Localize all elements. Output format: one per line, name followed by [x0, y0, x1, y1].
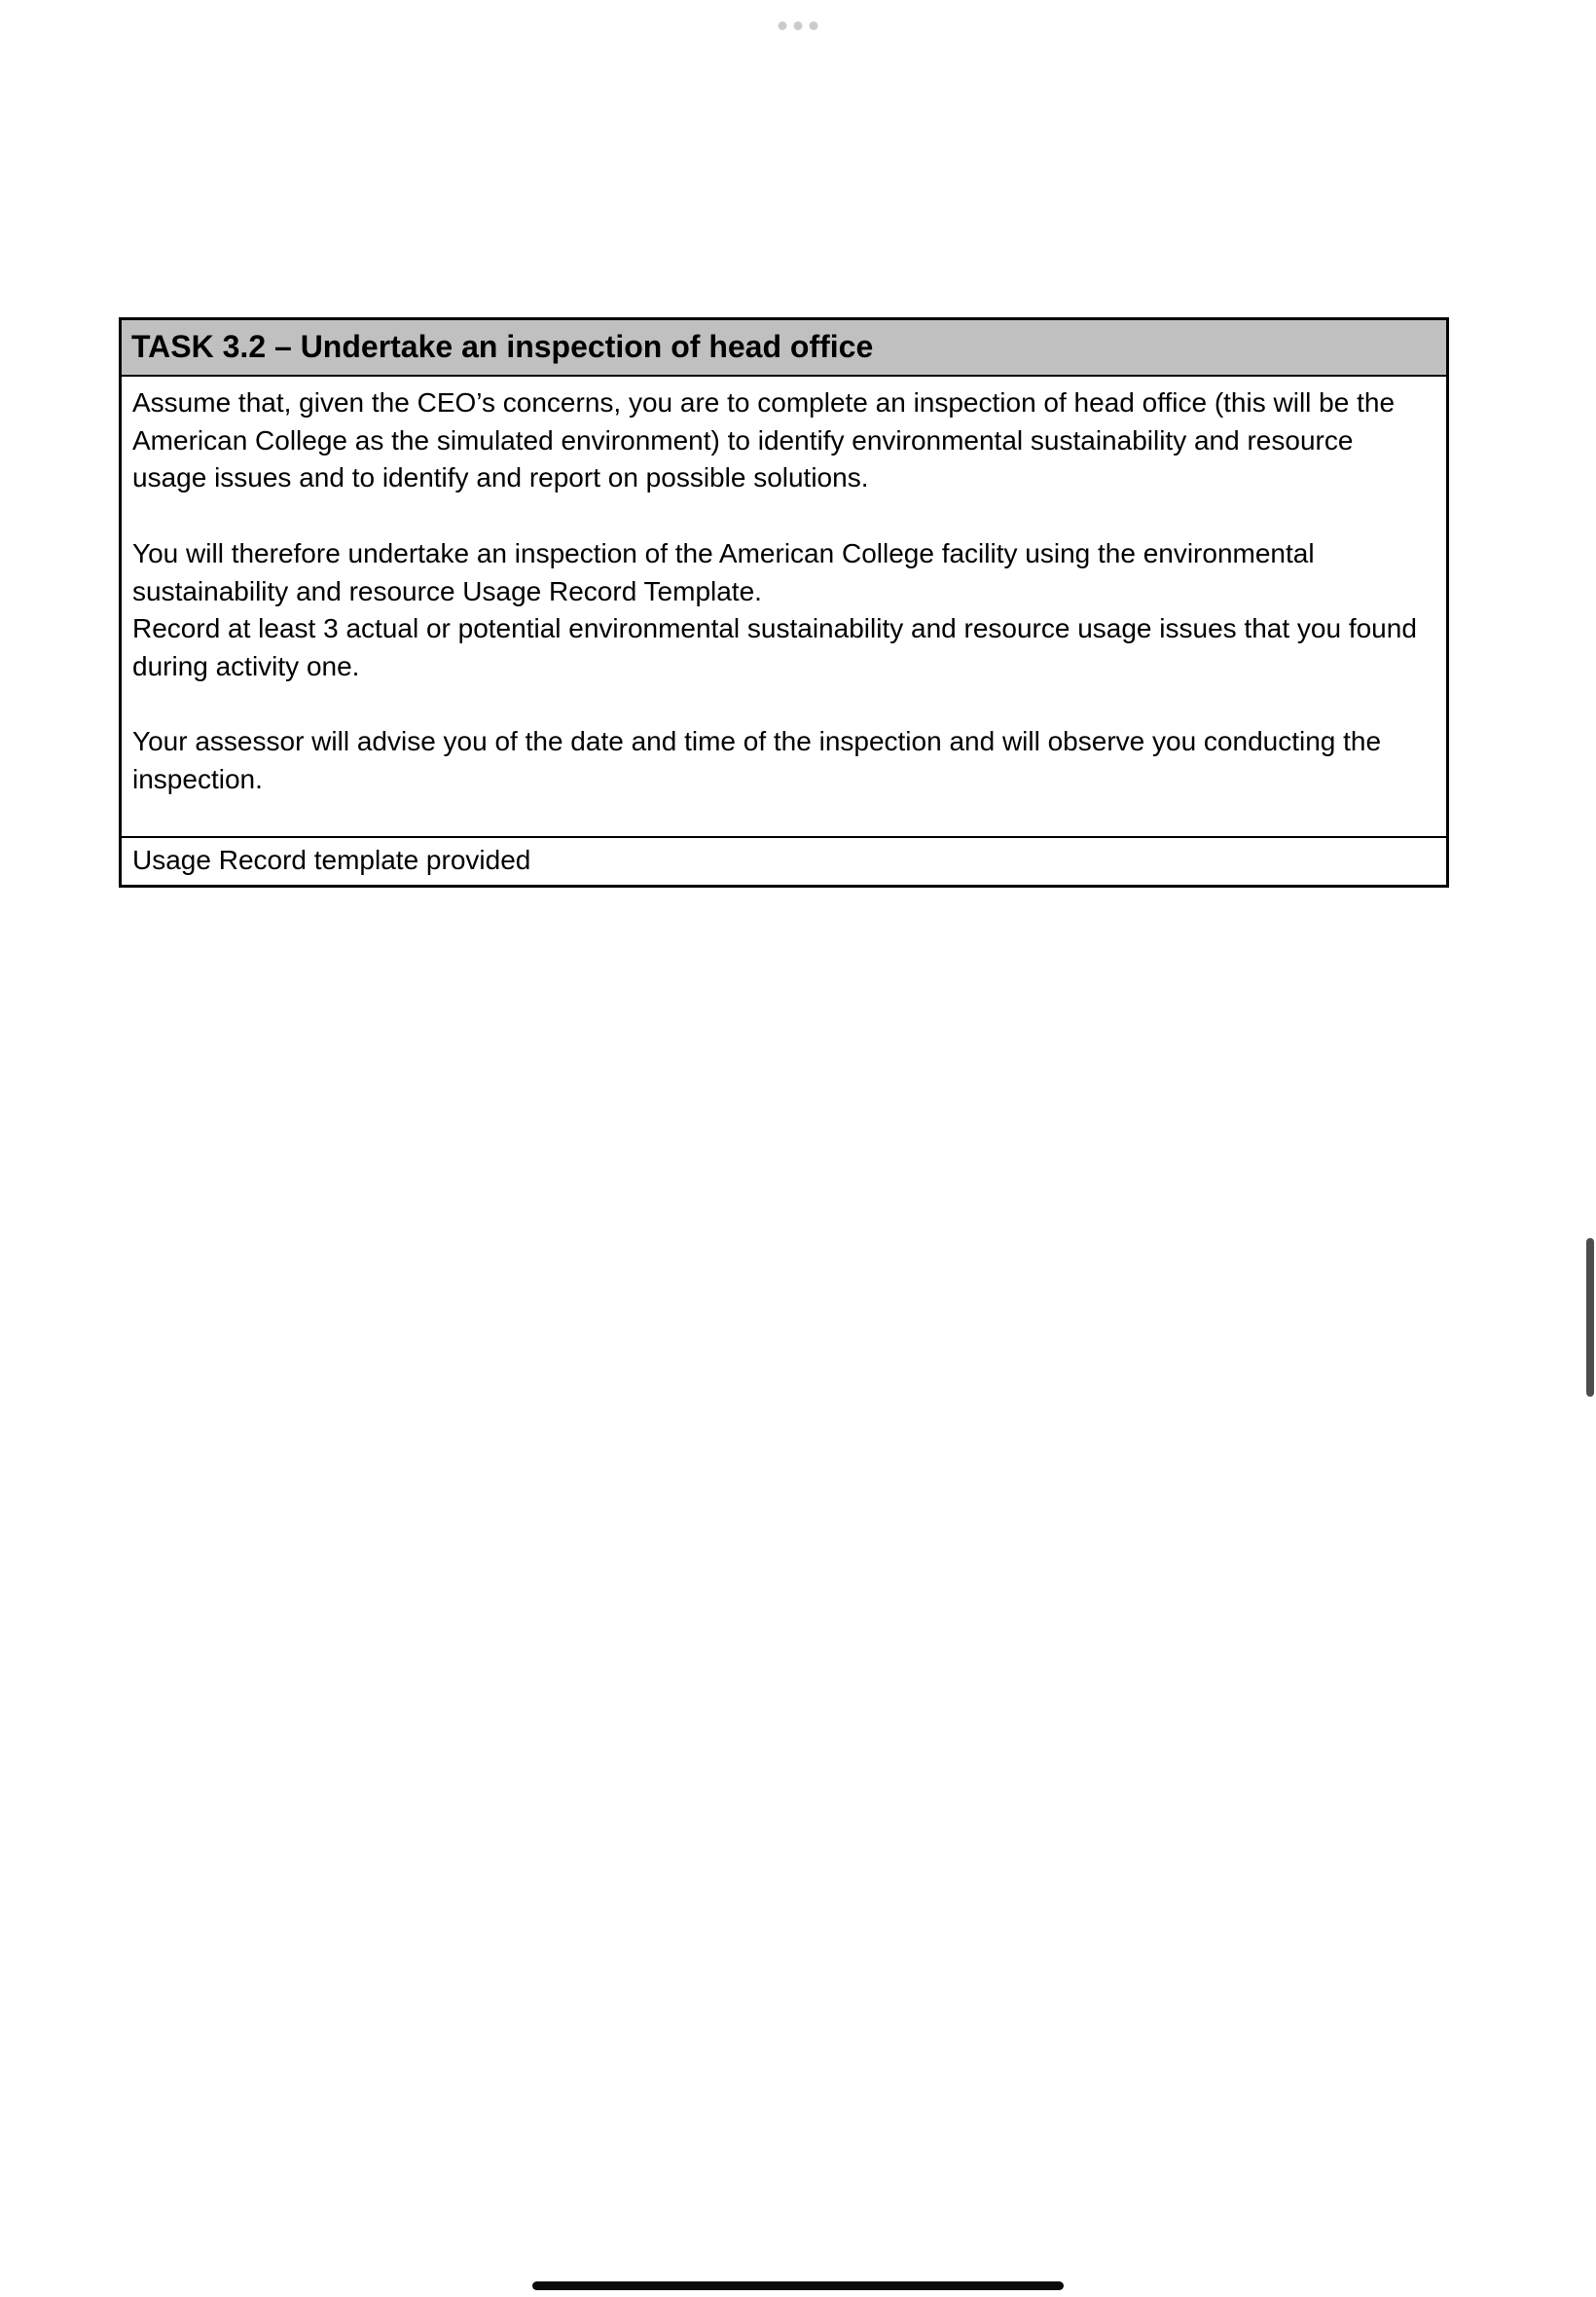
task-table-body [122, 377, 1446, 838]
more-menu-button[interactable] [773, 16, 824, 36]
task-table [119, 317, 1449, 888]
ellipsis-icon [779, 21, 787, 30]
ellipsis-icon [794, 21, 803, 30]
task-table-header: TASK 3.2 – Undertake an inspection of head office [122, 320, 1446, 377]
task-paragraph: Record at least 3 actual or potential environmental sustainability and resource usage issues that you found during activity one. [132, 613, 1417, 681]
task-table-footer: Usage Record template provided [132, 845, 531, 875]
task-paragraph: You will therefore undertake an inspection of the American College facility using the environmental sustainability and resource Usage Record Template. [132, 537, 1315, 606]
home-indicator[interactable] [532, 2281, 1064, 2290]
task-paragraph: Your assessor will advise you of the date and time of the inspection and will observe you conducting the inspection. [132, 726, 1382, 794]
task-paragraph: Assume that, given the CEO’s concerns, you are to complete an inspection of head office (this will be the American College as the simulated environment) to identify environmental sustainability and resource usage issues and to identify and report on possible solutions. [132, 387, 1396, 493]
scrollbar-thumb[interactable] [1586, 1238, 1594, 1397]
ellipsis-icon [810, 21, 818, 30]
